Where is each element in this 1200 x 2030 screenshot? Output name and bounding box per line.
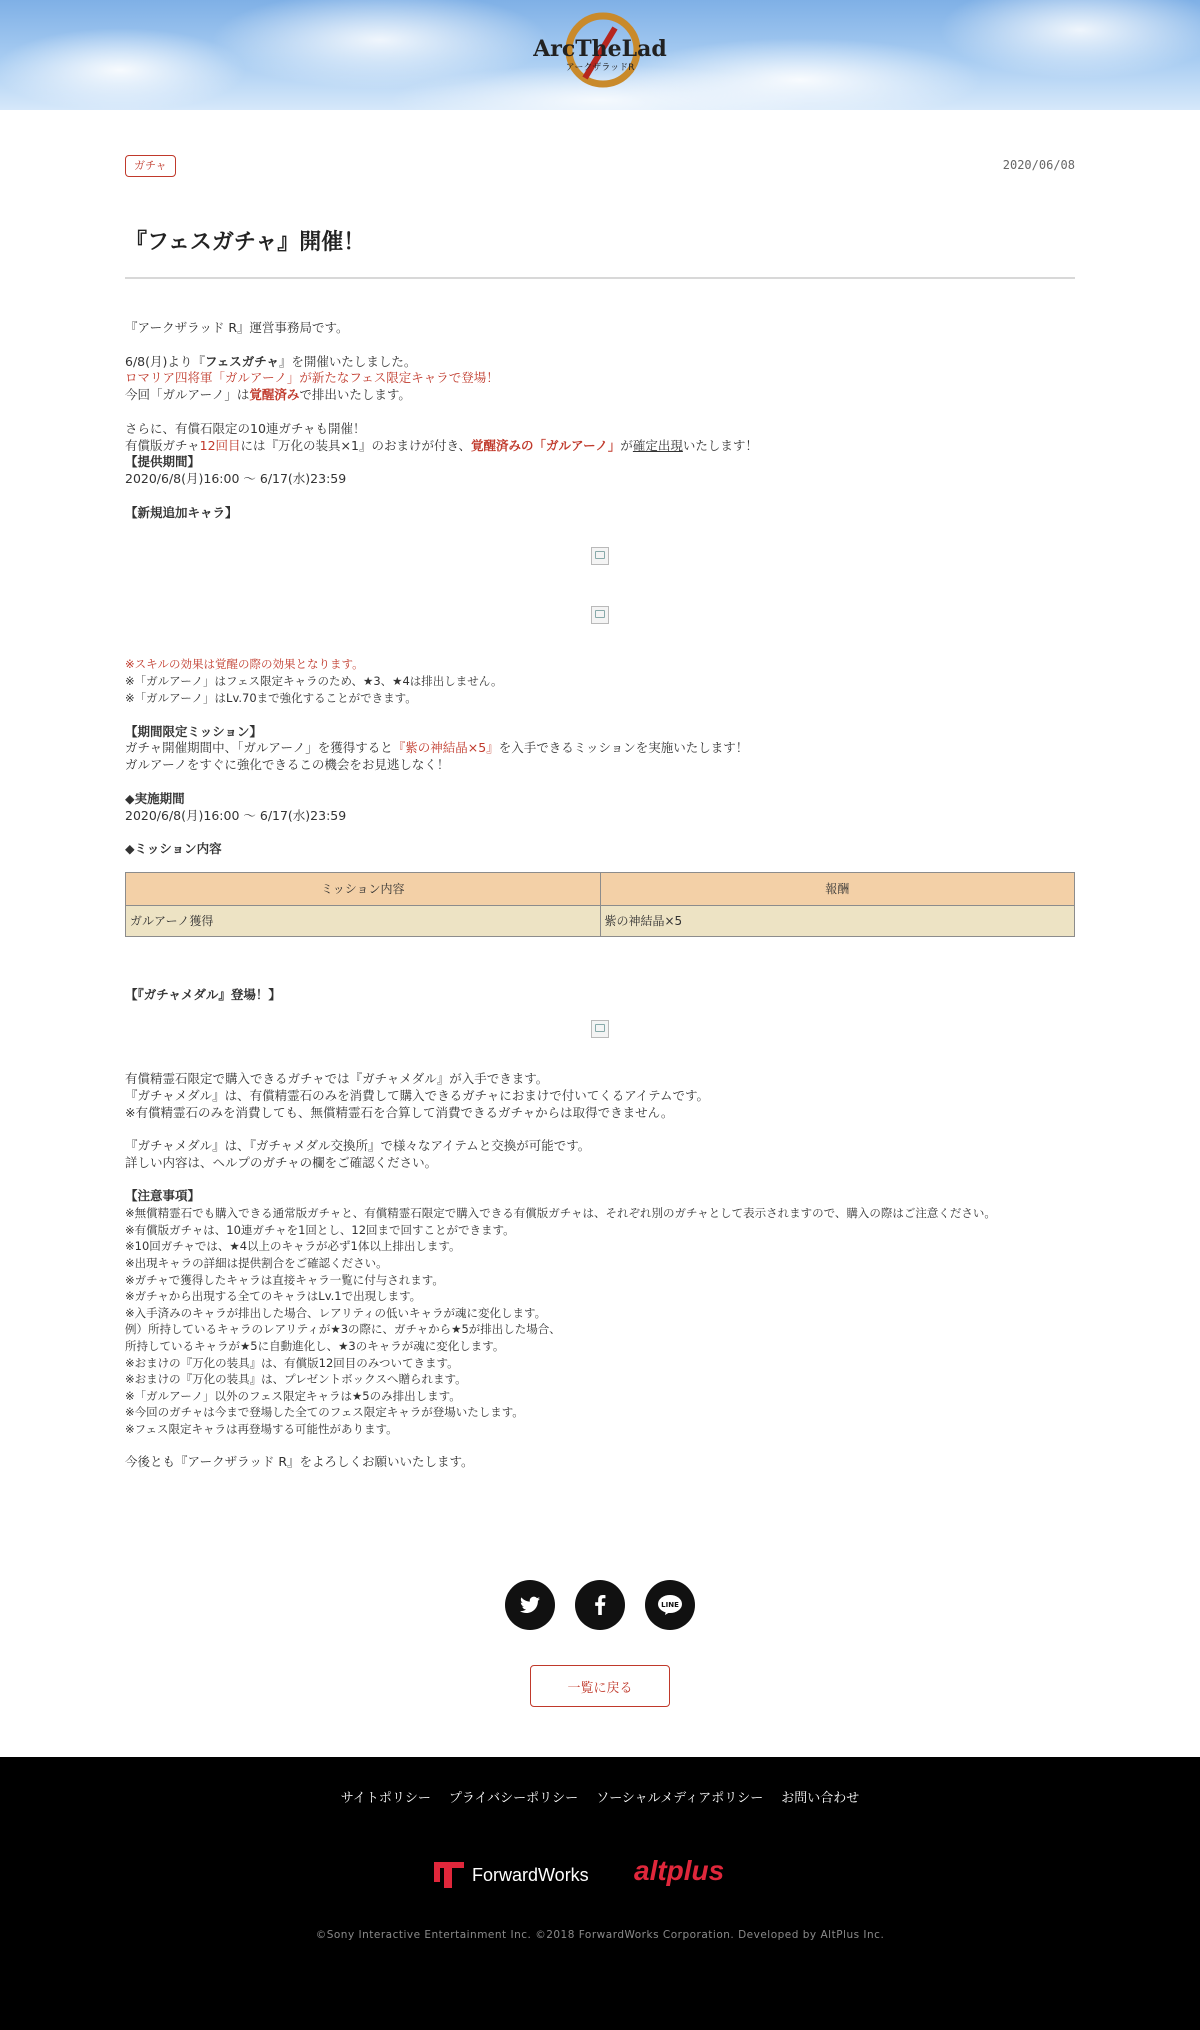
copyright: ©Sony Interactive Entertainment Inc. ©2018 ForwardWorks Corporation. Developed by AltPlus Inc. — [315, 1929, 885, 1941]
medal-paragraph-5: 詳しい内容は、ヘルプのガチャの欄をご確認ください。 — [125, 1154, 438, 1170]
paragraph-5: 有償版ガチャ12回目には『万化の装具×1』のおまけが付き、覚醒済みの「ガルアーノ」が確定出現いたします！ — [125, 437, 758, 453]
caution-list — [125, 1205, 1075, 1437]
category-badge: ガチャ — [125, 155, 176, 177]
footer-links — [0, 1787, 1200, 1806]
paragraph-2: ロマリア四将軍「ガルアーノ」が新たなフェス限定キャラで登場！ — [125, 370, 499, 386]
table-header: ミッション内容 — [126, 872, 601, 905]
medal-paragraph-3: ※有償精霊石のみを消費しても、無償精霊石を合算して消費できるガチャからは取得できません。 — [125, 1104, 674, 1120]
post-date: 2020/06/08 — [1002, 158, 1075, 172]
list-item: ※今回のガチャは今まで登場した全てのフェス限定キャラが登場いたします。 — [125, 1405, 524, 1420]
mission-table — [125, 872, 1075, 937]
footer-link-contact[interactable]: お問い合わせ — [781, 1791, 860, 1806]
paragraph-3: 今回「ガルアーノ」は覚醒済みで排出いたします。 — [125, 387, 411, 403]
twitter-share-button[interactable] — [505, 1580, 555, 1630]
list-item: ※10回ガチャでは、★4以上のキャラが必ず1体以上排出します。 — [125, 1239, 461, 1254]
title-divider — [125, 277, 1075, 279]
list-item: ※おまけの『万化の装具』は、プレゼントボックスへ贈られます。 — [125, 1372, 467, 1387]
facebook-icon — [594, 1595, 606, 1615]
note-lv: ※「ガルアーノ」はLv.70まで強化することができます。 — [125, 690, 417, 705]
list-item: ※フェス限定キャラは再登場する可能性があります。 — [125, 1422, 398, 1436]
game-logo[interactable] — [533, 8, 667, 94]
paragraph-1: 6/8(月)より『フェスガチャ』を開催いたしました。 — [125, 353, 417, 369]
list-item: ※おまけの『万化の装具』は、有償版12回目のみついてきます。 — [125, 1355, 459, 1370]
svg-text:LINE: LINE — [661, 1601, 679, 1609]
header-banner — [0, 0, 1200, 110]
content-heading: ◆ミッション内容 — [125, 841, 222, 857]
footer-link-social-media-policy[interactable]: ソーシャルメディアポリシー — [596, 1791, 764, 1806]
period-heading: 【提供期間】 — [125, 454, 201, 470]
svg-text:アークザラッドR: アークザラッドR — [565, 63, 635, 73]
list-item: ※出現キャラの詳細は提供割合をご確認ください。 — [125, 1256, 388, 1271]
note-fes: ※「ガルアーノ」はフェス限定キャラのため、★3、★4は排出しません。 — [125, 674, 503, 689]
impl-heading: ◆実施期間 — [125, 790, 185, 806]
medal-image — [591, 1020, 609, 1038]
line-icon — [657, 1594, 683, 1616]
medal-heading: 【『ガチャメダル』登場！】 — [125, 987, 281, 1003]
forwardworks-mark-icon — [432, 1860, 466, 1890]
footer-link-site-policy[interactable]: サイトポリシー — [340, 1791, 431, 1806]
list-item: ※ガチャから出現する全てのキャラはLv.1で出現します。 — [125, 1289, 422, 1304]
list-item: ※無償精霊石でも購入できる通常版ガチャと、有償精霊石限定で購入できる有償版ガチャは、それぞれ別のガチャとして表示されますので、購入の際はご注意ください。 — [125, 1206, 996, 1221]
table-cell: ガルアーノ獲得 — [126, 905, 601, 936]
paragraph-4: さらに、有償石限定の10連ガチャも開催！ — [125, 420, 366, 436]
share-buttons — [0, 1580, 1200, 1630]
list-item: ※ガチャで獲得したキャラは直接キャラ一覧に付与されます。 — [125, 1272, 444, 1287]
new-chara-heading: 【新規追加キャラ】 — [125, 504, 238, 520]
mission-paragraph-2: ガルアーノをすぐに強化できるこの機会をお見逃しなく！ — [125, 757, 450, 773]
back-to-list-button[interactable]: 一覧に戻る — [530, 1665, 670, 1707]
page-title: 『フェスガチャ』開催！ — [125, 230, 366, 255]
mission-paragraph-1: ガチャ開催期間中、「ガルアーノ」を獲得すると『紫の神結晶×5』を入手できるミッションを実施いたします！ — [125, 740, 749, 756]
medal-paragraph-1: 有償精霊石限定で購入できるガチャでは『ガチャメダル』が入手できます。 — [125, 1070, 549, 1086]
period-text: 2020/6/8(月)16:00 〜 6/17(水)23:59 — [125, 471, 347, 487]
chara-image-2 — [591, 606, 609, 624]
list-item: ※「ガルアーノ」以外のフェス限定キャラは★5のみ排出します。 — [125, 1388, 461, 1403]
altplus-logo[interactable]: altplus — [634, 1855, 725, 1886]
medal-paragraph-2: 『ガチャメダル』は、有償精霊石のみを消費して購入できるガチャにおまけで付いてくるアイテムです。 — [125, 1087, 710, 1103]
table-row — [126, 905, 1075, 936]
list-item: ※有償版ガチャは、10連ガチャを1回とし、12回まで回すことができます。 — [125, 1222, 515, 1237]
article-body — [125, 320, 1075, 1471]
impl-period: 2020/6/8(月)16:00 〜 6/17(水)23:59 — [125, 807, 347, 823]
list-item: ※入手済みのキャラが排出した場合、レアリティの低いキャラが魂に変化します。 — [125, 1305, 547, 1320]
footer-link-privacy-policy[interactable]: プライバシーポリシー — [448, 1791, 579, 1806]
medal-paragraph-4: 『ガチャメダル』は、『ガチャメダル交換所』で様々なアイテムと交換が可能です。 — [125, 1138, 591, 1154]
intro-text: 『アークザラッド R』運営事務局です。 — [125, 320, 349, 335]
line-share-button[interactable] — [645, 1580, 695, 1630]
facebook-share-button[interactable] — [575, 1580, 625, 1630]
forwardworks-logo[interactable]: ForwardWorks — [432, 1860, 589, 1890]
list-item: 例）所持しているキャラのレアリティが★3の際に、ガチャから★5が排出した場合、 — [125, 1322, 561, 1337]
twitter-icon — [520, 1596, 540, 1614]
list-item: 所持しているキャラが★5に自動進化し、★3のキャラが魂に変化します。 — [125, 1339, 505, 1354]
table-cell: 紫の神結晶×5 — [600, 905, 1075, 936]
mission-heading: 【期間限定ミッション】 — [125, 723, 263, 739]
svg-text:ArcTheLad: ArcTheLad — [533, 36, 667, 62]
caution-heading: 【注意事項】 — [125, 1188, 201, 1204]
chara-image-1 — [591, 547, 609, 565]
footer — [0, 1757, 1200, 2030]
closing-text: 今後とも『アークザラッド R』をよろしくお願いいたします。 — [125, 1454, 474, 1470]
note-skill: ※スキルの効果は覚醒の際の効果となります。 — [125, 657, 364, 672]
table-header: 報酬 — [600, 872, 1075, 905]
